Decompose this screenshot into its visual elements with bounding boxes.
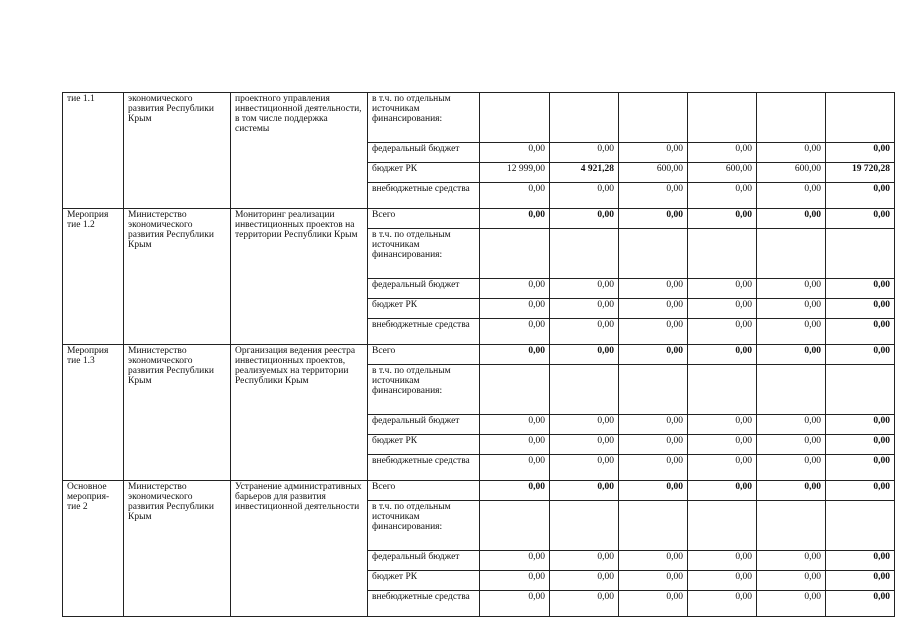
total-value-cell: 0,00 xyxy=(826,481,895,501)
year-value-cell: 0,00 xyxy=(480,345,550,365)
funding-source-label: Всего xyxy=(368,345,480,365)
total-value-cell: 0,00 xyxy=(826,345,895,365)
year-value-cell: 0,00 xyxy=(688,143,757,163)
year-value-cell: 0,00 xyxy=(550,415,619,435)
year-value-cell: 0,00 xyxy=(757,183,826,209)
year-value-cell: 600,00 xyxy=(757,163,826,183)
table-row xyxy=(63,209,895,229)
year-value-cell xyxy=(619,229,688,279)
year-value-cell: 0,00 xyxy=(688,183,757,209)
measure-code-cell: Мероприя тие 1.2 xyxy=(63,209,124,345)
year-value-cell xyxy=(480,93,550,143)
year-value-cell xyxy=(688,229,757,279)
funding-source-label: бюджет РК xyxy=(368,571,480,591)
year-value-cell: 0,00 xyxy=(757,143,826,163)
responsible-org-cell: экономического развития Республики Крым xyxy=(124,93,231,209)
year-value-cell: 0,00 xyxy=(619,551,688,571)
funding-source-label: федеральный бюджет xyxy=(368,143,480,163)
year-value-cell xyxy=(480,365,550,415)
year-value-cell: 0,00 xyxy=(688,571,757,591)
year-value-cell: 0,00 xyxy=(619,345,688,365)
measure-code-cell: Основное мероприя- тие 2 xyxy=(63,481,124,617)
total-value-cell xyxy=(826,229,895,279)
year-value-cell: 0,00 xyxy=(550,209,619,229)
year-value-cell: 0,00 xyxy=(480,571,550,591)
funding-source-label: федеральный бюджет xyxy=(368,279,480,299)
year-value-cell: 0,00 xyxy=(550,455,619,481)
funding-source-label: Всего xyxy=(368,481,480,501)
measure-code-cell: тие 1.1 xyxy=(63,93,124,209)
total-value-cell: 0,00 xyxy=(826,591,895,617)
total-value-cell: 0,00 xyxy=(826,435,895,455)
funding-source-label: в т.ч. по отдельным источникам финансирования: xyxy=(368,229,480,279)
year-value-cell: 0,00 xyxy=(619,571,688,591)
year-value-cell xyxy=(757,501,826,551)
financing-table xyxy=(62,92,895,617)
responsible-org-cell: Министерство экономического развития Республики Крым xyxy=(124,481,231,617)
year-value-cell: 600,00 xyxy=(619,163,688,183)
year-value-cell: 0,00 xyxy=(757,415,826,435)
year-value-cell: 0,00 xyxy=(550,591,619,617)
year-value-cell: 0,00 xyxy=(480,551,550,571)
year-value-cell xyxy=(619,93,688,143)
responsible-org-cell: Министерство экономического развития Республики Крым xyxy=(124,209,231,345)
measure-description-cell: Устранение административных барьеров для развития инвестиционной деятельности xyxy=(231,481,368,617)
year-value-cell xyxy=(688,93,757,143)
funding-source-label: в т.ч. по отдельным источникам финансирования: xyxy=(368,501,480,551)
year-value-cell: 600,00 xyxy=(688,163,757,183)
year-value-cell: 12 999,00 xyxy=(480,163,550,183)
year-value-cell: 0,00 xyxy=(757,455,826,481)
total-value-cell xyxy=(826,365,895,415)
year-value-cell: 0,00 xyxy=(550,435,619,455)
year-value-cell: 0,00 xyxy=(688,279,757,299)
responsible-org-cell: Министерство экономического развития Республики Крым xyxy=(124,345,231,481)
year-value-cell xyxy=(550,229,619,279)
table-body xyxy=(63,93,895,617)
funding-source-label: бюджет РК xyxy=(368,163,480,183)
year-value-cell xyxy=(757,365,826,415)
year-value-cell: 0,00 xyxy=(550,571,619,591)
table-row xyxy=(63,345,895,365)
total-value-cell: 19 720,28 xyxy=(826,163,895,183)
year-value-cell: 0,00 xyxy=(480,591,550,617)
year-value-cell xyxy=(688,365,757,415)
year-value-cell: 0,00 xyxy=(757,481,826,501)
year-value-cell xyxy=(480,229,550,279)
total-value-cell: 0,00 xyxy=(826,143,895,163)
year-value-cell xyxy=(550,501,619,551)
year-value-cell xyxy=(550,93,619,143)
funding-source-label: федеральный бюджет xyxy=(368,415,480,435)
year-value-cell: 0,00 xyxy=(619,183,688,209)
funding-source-label: бюджет РК xyxy=(368,435,480,455)
funding-source-label: в т.ч. по отдельным источникам финансирования: xyxy=(368,365,480,415)
year-value-cell: 0,00 xyxy=(688,435,757,455)
year-value-cell: 0,00 xyxy=(757,299,826,319)
year-value-cell: 0,00 xyxy=(619,415,688,435)
funding-source-label: внебюджетные средства xyxy=(368,319,480,345)
year-value-cell: 0,00 xyxy=(480,319,550,345)
year-value-cell: 0,00 xyxy=(757,345,826,365)
year-value-cell: 0,00 xyxy=(688,551,757,571)
year-value-cell: 0,00 xyxy=(619,435,688,455)
year-value-cell xyxy=(757,229,826,279)
year-value-cell xyxy=(619,365,688,415)
year-value-cell: 0,00 xyxy=(619,279,688,299)
funding-source-label: федеральный бюджет xyxy=(368,551,480,571)
year-value-cell: 0,00 xyxy=(757,435,826,455)
total-value-cell: 0,00 xyxy=(826,279,895,299)
table-row xyxy=(63,481,895,501)
year-value-cell: 0,00 xyxy=(480,209,550,229)
year-value-cell: 0,00 xyxy=(550,319,619,345)
funding-source-label: внебюджетные средства xyxy=(368,455,480,481)
year-value-cell: 0,00 xyxy=(688,415,757,435)
year-value-cell: 0,00 xyxy=(550,279,619,299)
year-value-cell: 0,00 xyxy=(688,345,757,365)
year-value-cell: 0,00 xyxy=(619,299,688,319)
funding-source-label: Всего xyxy=(368,209,480,229)
measure-code-cell: Мероприя тие 1.3 xyxy=(63,345,124,481)
year-value-cell: 0,00 xyxy=(688,591,757,617)
year-value-cell: 0,00 xyxy=(480,299,550,319)
year-value-cell: 0,00 xyxy=(480,435,550,455)
funding-source-label: в т.ч. по отдельным источникам финансирования: xyxy=(368,93,480,143)
year-value-cell: 0,00 xyxy=(688,209,757,229)
year-value-cell: 0,00 xyxy=(550,143,619,163)
year-value-cell xyxy=(757,93,826,143)
total-value-cell xyxy=(826,93,895,143)
table-row xyxy=(63,93,895,143)
total-value-cell xyxy=(826,501,895,551)
year-value-cell xyxy=(550,365,619,415)
funding-source-label: внебюджетные средства xyxy=(368,591,480,617)
year-value-cell: 0,00 xyxy=(757,571,826,591)
year-value-cell: 0,00 xyxy=(688,299,757,319)
year-value-cell: 0,00 xyxy=(550,299,619,319)
year-value-cell: 0,00 xyxy=(688,319,757,345)
total-value-cell: 0,00 xyxy=(826,571,895,591)
year-value-cell: 0,00 xyxy=(480,143,550,163)
year-value-cell: 0,00 xyxy=(550,551,619,571)
year-value-cell: 0,00 xyxy=(688,481,757,501)
total-value-cell: 0,00 xyxy=(826,415,895,435)
measure-description-cell: Мониторинг реализации инвестиционных проектов на территории Республики Крым xyxy=(231,209,368,345)
year-value-cell: 0,00 xyxy=(619,143,688,163)
year-value-cell: 0,00 xyxy=(480,279,550,299)
year-value-cell: 0,00 xyxy=(757,319,826,345)
year-value-cell xyxy=(619,501,688,551)
year-value-cell: 0,00 xyxy=(550,481,619,501)
year-value-cell: 0,00 xyxy=(619,591,688,617)
funding-source-label: внебюджетные средства xyxy=(368,183,480,209)
total-value-cell: 0,00 xyxy=(826,551,895,571)
year-value-cell: 0,00 xyxy=(619,481,688,501)
total-value-cell: 0,00 xyxy=(826,319,895,345)
year-value-cell xyxy=(480,501,550,551)
year-value-cell: 0,00 xyxy=(619,319,688,345)
year-value-cell: 0,00 xyxy=(480,415,550,435)
year-value-cell xyxy=(688,501,757,551)
year-value-cell: 0,00 xyxy=(757,551,826,571)
year-value-cell: 0,00 xyxy=(550,345,619,365)
measure-description-cell: проектного управления инвестиционной деятельности, в том числе поддержка системы xyxy=(231,93,368,209)
year-value-cell: 0,00 xyxy=(619,209,688,229)
year-value-cell: 0,00 xyxy=(757,209,826,229)
year-value-cell: 0,00 xyxy=(757,591,826,617)
total-value-cell: 0,00 xyxy=(826,183,895,209)
year-value-cell: 0,00 xyxy=(480,183,550,209)
year-value-cell: 4 921,28 xyxy=(550,163,619,183)
total-value-cell: 0,00 xyxy=(826,299,895,319)
funding-source-label: бюджет РК xyxy=(368,299,480,319)
year-value-cell: 0,00 xyxy=(480,455,550,481)
year-value-cell: 0,00 xyxy=(550,183,619,209)
total-value-cell: 0,00 xyxy=(826,209,895,229)
year-value-cell: 0,00 xyxy=(480,481,550,501)
year-value-cell: 0,00 xyxy=(619,455,688,481)
year-value-cell: 0,00 xyxy=(757,279,826,299)
total-value-cell: 0,00 xyxy=(826,455,895,481)
year-value-cell: 0,00 xyxy=(688,455,757,481)
measure-description-cell: Организация ведения реестра инвестиционных проектов, реализуемых на территории Республики Крым xyxy=(231,345,368,481)
